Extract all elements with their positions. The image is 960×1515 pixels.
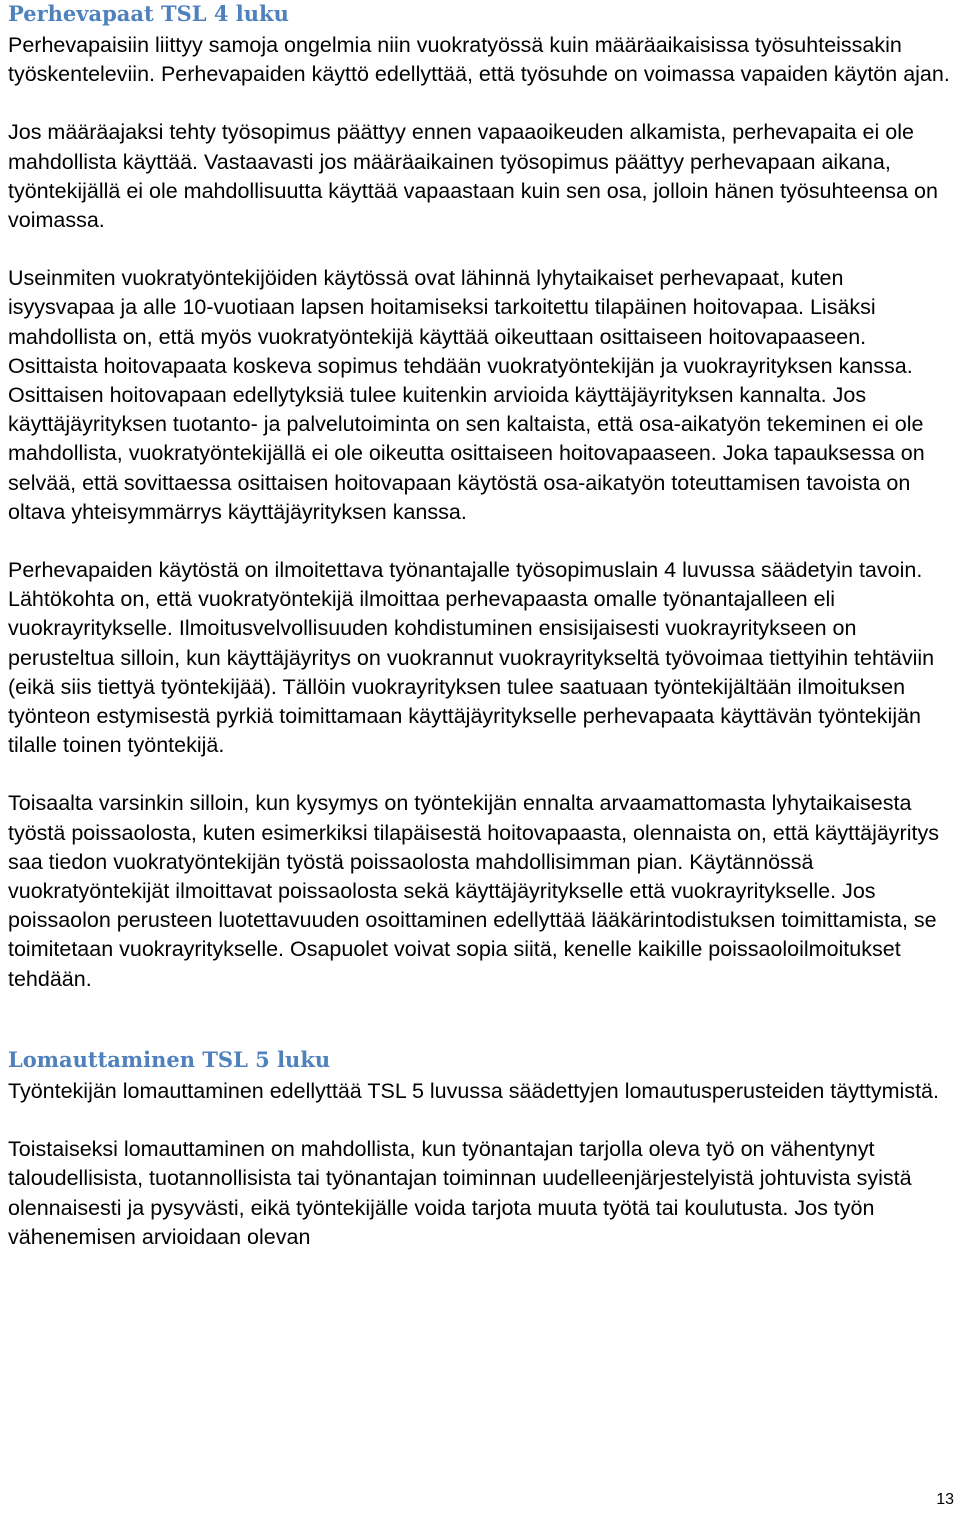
paragraph-2: Jos määräajaksi tehty työsopimus päättyy ennen vapaaoikeuden alkamista, perhevapaita ei ole mahdollista käyttää. Vastaavasti jos määräaikainen työsopimus päättyy perhevapaan aikana, työntekijällä ei ole mahdollisuutta käyttää vapaastaan kuin sen osa, jolloin hänen työsuhteensa on voimassa.: [8, 120, 938, 233]
paragraph-7: Työntekijän lomauttaminen edellyttää TSL 5 luvussa säädettyjen lomautusperusteiden täyttymistä.: [8, 1078, 939, 1103]
paragraph-4: Osittaista hoitovapaata koskeva sopimus tehdään vuokratyöntekijän ja vuokrayrityksen kanssa. Osittaisen hoitovapaan edellytyksiä tulee kuitenkin arvioida käyttäjäyrityksen kannalta. Jos käyttäjäyrityksen tuotanto- ja palvelutoiminta on sen kaltaista, että osa-aikatyön tekeminen ei ole mahdollista, vuokratyöntekijällä ei ole oikeutta osittaiseen hoitovapaaseen. Joka tapauksessa on selvää, että sovittaessa osittaisen hoitovapaan käytöstä osa-aikatyön toteuttamisen tavoista on oltava yhteisymmärrys käyttäjäyrityksen kanssa.: [8, 353, 925, 524]
paragraph-1: Perhevapaisiin liittyy samoja ongelmia niin vuokratyössä kuin määräaikaisissa työsuhteissakin työskenteleviin. Perhevapaiden käyttö edellyttää, että työsuhde on voimassa vapaiden käytön ajan.: [8, 33, 950, 87]
page-number: 13: [936, 1491, 954, 1508]
paragraph-8: Toistaiseksi lomauttaminen on mahdollista, kun työnantajan tarjolla oleva työ on vähentynyt taloudellisista, tuotannollisista tai työnantajan toiminnan uudelleenjärjestelyistä johtuvista syistä olennaisesti ja pysyvästi, eikä työntekijälle voida tarjota muuta työtä tai koulutusta. Jos työn vähenemisen arvioidaan olevan: [8, 1137, 912, 1249]
paragraph-3: Useinmiten vuokratyöntekijöiden käytössä ovat lähinnä lyhytaikaiset perhevapaat, kuten isyysvapaa ja alle 10-vuotiaan lapsen hoitamiseksi tarkoitettu tilapäinen hoitovapaa. Lisäksi mahdollista on, että myös vuokratyöntekijä käyttää oikeuttaan osittaiseen hoitovapaaseen.: [8, 266, 876, 349]
document-page: [8, 0, 953, 1252]
section-heading-perhevapaat: Perhevapaat TSL 4 luku: [8, 1, 289, 26]
paragraph-5: Perhevapaiden käytöstä on ilmoitettava työnantajalle työsopimuslain 4 luvussa säädetyin tavoin. Lähtökohta on, että vuokratyöntekijä ilmoittaa perhevapaasta omalle työnantajalleen eli vuokrayritykselle. Ilmoitusvelvollisuuden kohdistuminen ensisijaisesti vuokrayritykseen on perusteltua silloin, kun käyttäjäyritys on vuokrannut vuokrayritykseltä työvoimaa tiettyihin tehtäviin (eikä siis tiettyä työntekijää). Tällöin vuokrayrityksen tulee saatuaan työntekijältään ilmoituksen työnteon estymisestä pyrkiä toimittamaan käyttäjäyritykselle perhevapaata käyttävän työntekijän tilalle toinen työntekijä.: [8, 558, 935, 758]
section-heading-lomauttaminen: Lomauttaminen TSL 5 luku: [8, 1046, 331, 1072]
paragraph-6: Toisaalta varsinkin silloin, kun kysymys on työntekijän ennalta arvaamattomasta lyhytaikaisesta työstä poissaolosta, kuten esimerkiksi tilapäisestä hoitovapaasta, olennaista on, että käyttäjäyritys saa tiedon vuokratyöntekijän työstä poissaolosta mahdollisimman pian. Käytännössä vuokratyöntekijät ilmoittavat poissaolosta sekä käyttäjäyritykselle että vuokrayritykselle. Jos poissaolon perusteen luotettavuuden osoittaminen edellyttää lääkärintodistuksen toimittamista, se toimitetaan vuokrayritykselle. Osapuolet voivat sopia siitä, kenelle kaikille poissaoloilmoitukset tehdään.: [8, 791, 939, 991]
